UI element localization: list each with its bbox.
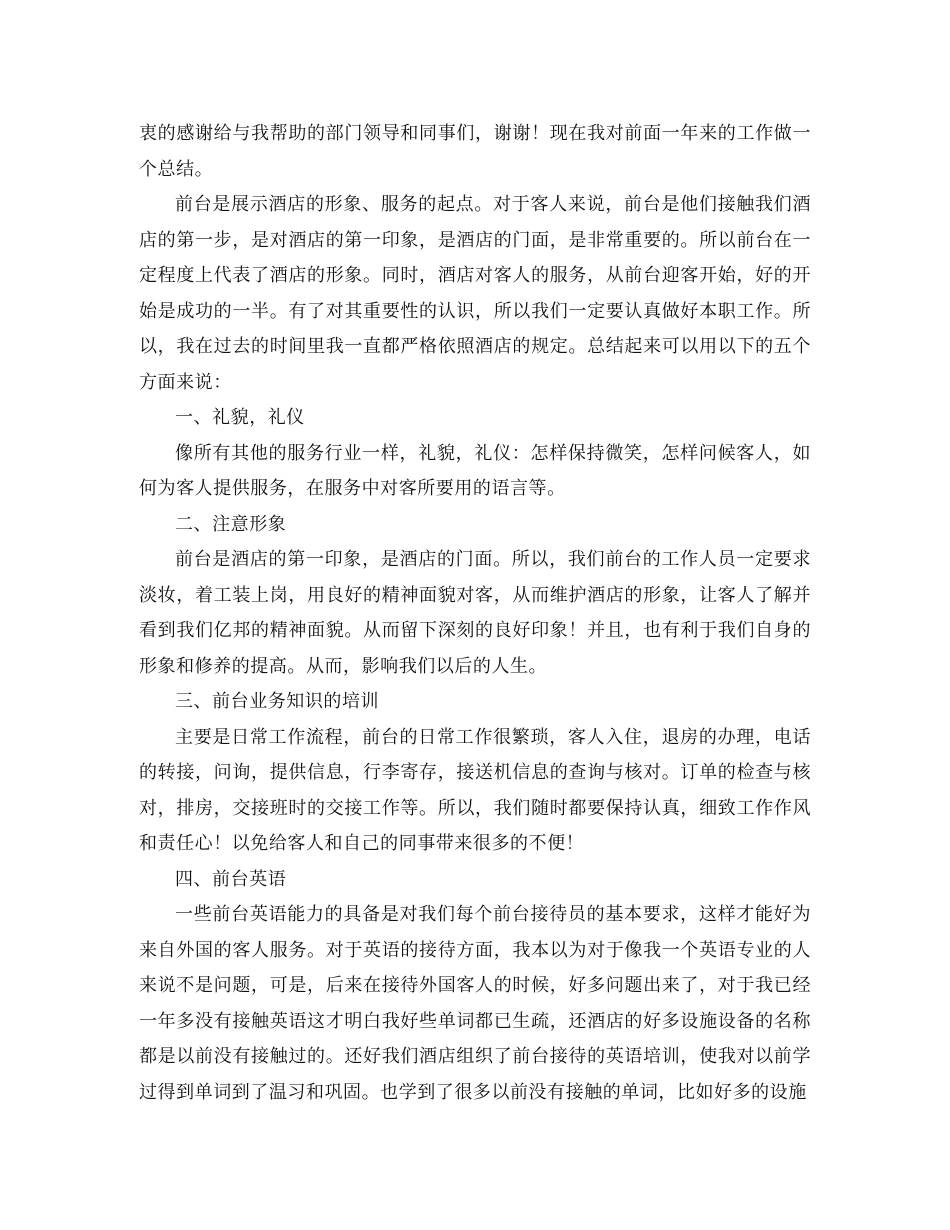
paragraph-english: 一些前台英语能力的具备是对我们每个前台接待员的基本要求，这样才能好为来自外国的客人服务。对于英语的接待方面，我本以为对于像我一个英语专业的人来说不是问题，可是，后来在接待外国客人的时候，好多问题出来了，对于我已经一年多没有接触英语这才明白我好些单词都已生疏，还酒店的好多设施设备的名称都是以前没有接触过的。还好我们酒店组织了前台接待的英语培训，使我对以前学过得到单词到了温习和巩固。也学到了很多以前没有接触的单词，比如好多的设施 xyxy=(139,904,811,1103)
section-heading-english: 四、前台英语 xyxy=(175,868,287,890)
paragraph-front-desk-image: 前台是展示酒店的形象、服务的起点。对于客人来说，前台是他们接触我们酒店的第一步，是对酒店的第一印象，是酒店的门面，是非常重要的。所以前台在一定程度上代表了酒店的形象。同时，酒店对客人的服务，从前台迎客开始，好的开始是成功的一半。有了对其重要性的认识，所以我们一定要认真做好本职工作。所以，我在过去的时间里我一直都严格依照酒店的规定。总结起来可以用以下的五个方面来说： xyxy=(139,194,811,393)
paragraph-intro-continuation: 衷的感谢给与我帮助的部门领导和同事们，谢谢！现在我对前面一年来的工作做一个总结。 xyxy=(139,123,811,180)
section-heading-appearance: 二、注意形象 xyxy=(175,513,287,535)
paragraph-etiquette: 像所有其他的服务行业一样，礼貌，礼仪：怎样保持微笑，怎样问候客人，如何为客人提供服务，在服务中对客所要用的语言等。 xyxy=(139,442,811,499)
section-heading-training: 三、前台业务知识的培训 xyxy=(175,691,380,712)
section-heading-etiquette: 一、礼貌，礼仪 xyxy=(175,407,305,428)
paragraph-appearance: 前台是酒店的第一印象，是酒店的门面。所以，我们前台的工作人员一定要求淡妆，着工装上岗，用良好的精神面貌对客，从而维护酒店的形象，让客人了解并看到我们亿邦的精神面貌。从而留下深刻的良好印象！并且，也有利于我们自身的形象和修养的提高。从而，影响我们以后的人生。 xyxy=(139,549,811,677)
document-body xyxy=(139,116,811,1110)
paragraph-training: 主要是日常工作流程，前台的日常工作很繁琐，客人入住，退房的办理，电话的转接，问询，提供信息，行李寄存，接送机信息的查询与核对。订单的检查与核对，排房，交接班时的交接工作等。所以，我们随时都要保持认真，细致工作作风和责任心！以免给客人和自己的同事带来很多的不便！ xyxy=(139,726,811,854)
